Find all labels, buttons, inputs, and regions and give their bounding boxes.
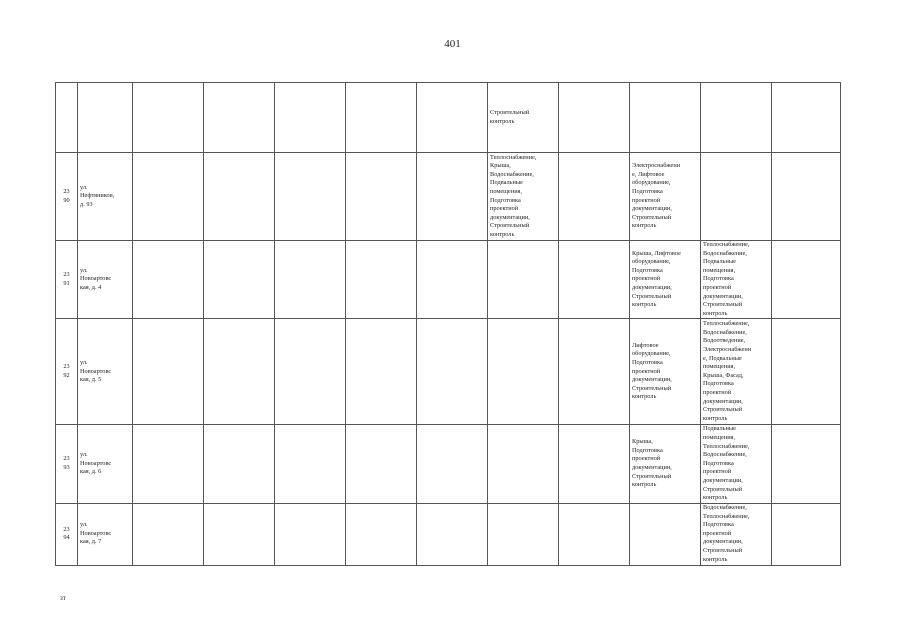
table-cell <box>488 319 559 425</box>
cell-text: Теплоснабжение, Крыша, Водоснабжение, Подвальные помещения, Подготовка проектной документации, Строительный контроль <box>490 153 537 238</box>
table-cell <box>275 83 346 153</box>
table-cell <box>275 319 346 425</box>
table-cell <box>488 83 559 153</box>
address-cell <box>78 153 133 241</box>
cell-text: Лифтовое оборудование, Подготовка проектной документации, Строительный контроль <box>632 341 672 401</box>
table-cell <box>630 425 701 503</box>
address-text: ул. Новоартовс кая, д. 6 <box>80 451 112 476</box>
table-cell <box>488 241 559 319</box>
table-cell <box>275 503 346 565</box>
row-number <box>56 153 78 241</box>
table-cell <box>204 241 275 319</box>
cell-text: Теплоснабжение, Водоснабжение, Подвальные помещения, Подготовка проектной документации, Строительный контроль <box>703 241 750 317</box>
table-row <box>56 83 841 153</box>
row-number <box>56 503 78 565</box>
address-cell <box>78 425 133 503</box>
row-number <box>56 241 78 319</box>
table-cell <box>772 503 841 565</box>
table-cell <box>559 319 630 425</box>
table-cell <box>275 153 346 241</box>
table-cell <box>701 425 772 503</box>
table-cell <box>204 503 275 565</box>
address-text: ул. Новоартовс кая, д. 7 <box>80 521 112 546</box>
table-cell <box>772 241 841 319</box>
row-number-text: 23 90 <box>63 187 70 204</box>
table-cell <box>630 83 701 153</box>
works-table <box>55 82 841 566</box>
table-cell <box>133 503 204 565</box>
row-number-text: 23 93 <box>63 455 70 472</box>
table-cell <box>772 83 841 153</box>
table-cell <box>275 425 346 503</box>
table-cell <box>346 319 417 425</box>
table-cell <box>133 319 204 425</box>
table-cell <box>488 153 559 241</box>
table-row <box>56 425 841 503</box>
table-cell <box>772 153 841 241</box>
cell-text: Теплоснабжение, Водоснабжение, Водоотведение, Электроснабжени е, Подвальные помещения, Крыша, Фасад, Подготовка проектной документации, Строительный контроль <box>703 320 752 422</box>
table-cell <box>417 503 488 565</box>
row-number-text: 23 91 <box>63 271 70 287</box>
table-cell <box>417 83 488 153</box>
table-cell <box>417 153 488 241</box>
page-number: 401 <box>444 38 461 50</box>
table-row <box>56 241 841 319</box>
table-cell <box>701 503 772 565</box>
row-number-text: 23 94 <box>63 525 70 542</box>
table-cell <box>204 153 275 241</box>
address-cell <box>78 83 133 153</box>
address-cell <box>78 319 133 425</box>
table-cell <box>559 241 630 319</box>
cell-text: Строительный контроль <box>490 108 530 125</box>
address-text: ул. Новоартовс кая, д. 5 <box>80 358 112 384</box>
table-cell <box>559 503 630 565</box>
table-cell <box>559 425 630 503</box>
cell-text: Крыша, Лифтовое оборудование, Подготовка проектной документации, Строительный контроль <box>632 249 681 309</box>
table-cell <box>275 241 346 319</box>
table-cell <box>772 319 841 425</box>
address-text: ул. Нефтяников, д. 93 <box>80 183 115 208</box>
table-cell <box>630 503 701 565</box>
table-cell <box>346 153 417 241</box>
table-body <box>56 83 841 566</box>
table-cell <box>630 319 701 425</box>
table-cell <box>417 425 488 503</box>
footer-mark: зт <box>60 594 66 602</box>
table-cell <box>417 319 488 425</box>
cell-text: Подвальные помещения, Теплоснабжение, Водоснабжение, Подготовка проектной документации, Строительный контроль <box>703 425 750 502</box>
table-cell <box>488 425 559 503</box>
table-cell <box>701 153 772 241</box>
table-cell <box>133 241 204 319</box>
row-number <box>56 319 78 425</box>
table-cell <box>346 83 417 153</box>
cell-text: Крыша, Подготовка проектной документации, Строительный контроль <box>632 438 672 489</box>
table-cell <box>346 425 417 503</box>
address-text: ул. Новоартовс кая, д. 4 <box>80 266 112 291</box>
table-cell <box>559 83 630 153</box>
table-cell <box>204 83 275 153</box>
table-cell <box>133 425 204 503</box>
row-number <box>56 425 78 503</box>
cell-text: Электроснабжени е, Лифтовое оборудование, Подготовка проектной документации, Строительный контроль <box>632 162 681 230</box>
table-cell <box>701 241 772 319</box>
table-row <box>56 153 841 241</box>
table-cell <box>417 241 488 319</box>
address-cell <box>78 503 133 565</box>
table-cell <box>346 503 417 565</box>
table-row <box>56 319 841 425</box>
table-cell <box>772 425 841 503</box>
table-cell <box>559 153 630 241</box>
table-cell <box>630 241 701 319</box>
row-number-text: 23 92 <box>63 363 70 379</box>
table-cell <box>204 319 275 425</box>
cell-text: Водоснабжение, Теплоснабжение, Подготовка проектной документации, Строительный контроль <box>703 504 750 563</box>
table-cell <box>204 425 275 503</box>
table-cell <box>488 503 559 565</box>
table-cell <box>346 241 417 319</box>
table-cell <box>701 319 772 425</box>
table-row <box>56 503 841 565</box>
address-cell <box>78 241 133 319</box>
table-cell <box>133 153 204 241</box>
row-number <box>56 83 78 153</box>
table-cell <box>701 83 772 153</box>
table-cell <box>630 153 701 241</box>
table-cell <box>133 83 204 153</box>
